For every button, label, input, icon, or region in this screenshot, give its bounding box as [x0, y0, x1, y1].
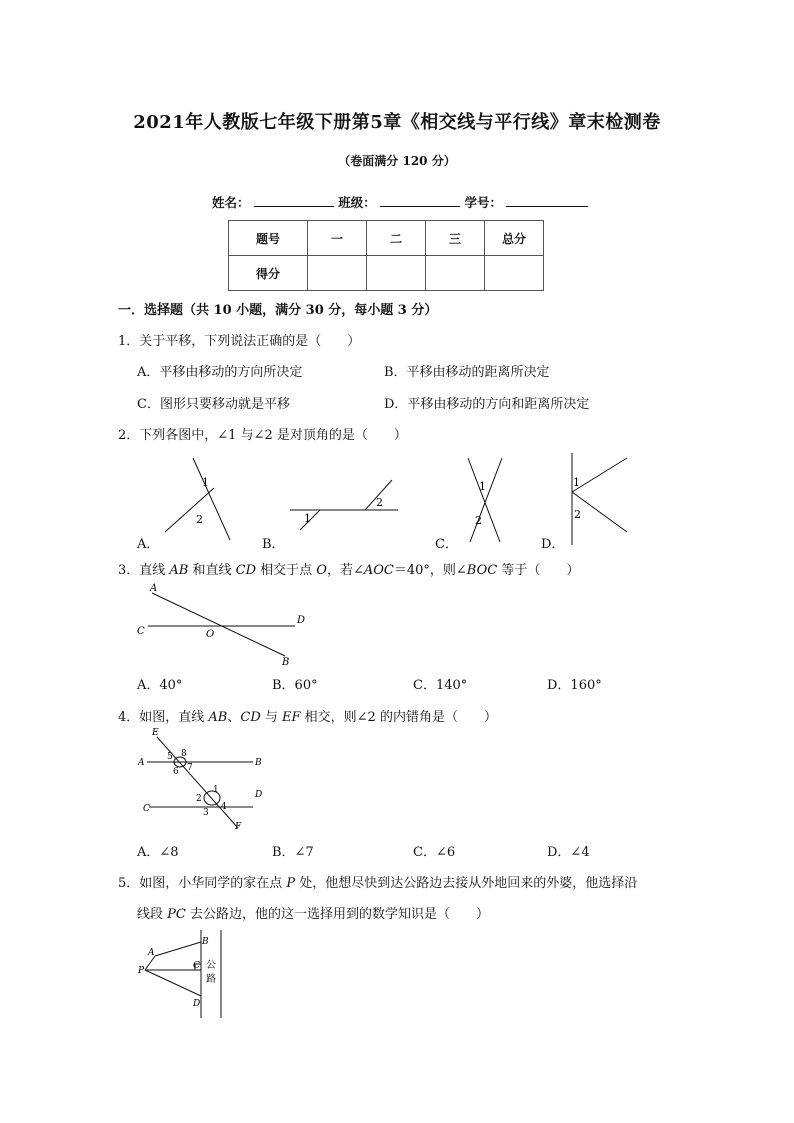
page-title: 2021年人教版七年级下册第5章《相交线与平行线》章末检测卷 [133, 112, 661, 133]
q3-figure [130, 580, 330, 670]
q1-option-a[interactable]: A．平移由移动的方向所决定 [137, 365, 303, 380]
point-a-label: A [138, 758, 145, 768]
table-cell: 三 [426, 221, 485, 256]
q3-option-c[interactable]: C．140° [413, 678, 468, 693]
question-5-line-2: 线段 PC 去公路边，他的这一选择用到的数学知识是（ ） [137, 907, 489, 922]
point-b-label: B [255, 758, 262, 768]
q4-option-d[interactable]: D．∠4 [547, 845, 590, 860]
name-blank[interactable] [254, 194, 334, 207]
question-4-stem: 4．如图，直线 AB、CD 与 EF 相交，则∠2 的内错角是（ ） [118, 710, 497, 725]
name-label: 姓名： [212, 195, 250, 210]
angle-6-label: 6 [173, 767, 179, 777]
score-table-header-row [229, 221, 544, 256]
angle-5-label: 5 [167, 752, 173, 762]
angle-8-label: 8 [181, 749, 187, 759]
q2-option-d[interactable]: D． [541, 537, 565, 552]
point-p-label: P [138, 966, 145, 976]
q1-option-b[interactable]: B．平移由移动的距离所决定 [384, 365, 550, 380]
score-cell[interactable] [426, 256, 485, 291]
point-d-label: D [255, 790, 263, 800]
page-subtitle: （卷面满分 120 分） [338, 154, 456, 168]
score-table [228, 220, 544, 291]
id-label: 学号： [464, 195, 502, 210]
road-label-2: 路 [206, 974, 216, 985]
q1-option-d[interactable]: D．平移由移动的方向和距离所决定 [384, 397, 590, 412]
table-cell: 总分 [485, 221, 544, 256]
id-blank[interactable] [506, 194, 588, 207]
point-a-label: A [148, 948, 155, 958]
angle-2-label: 2 [196, 513, 203, 526]
q2-option-c[interactable]: C． [435, 537, 458, 552]
table-cell: 得分 [229, 256, 308, 291]
q3-option-d[interactable]: D．160° [547, 678, 602, 693]
question-5-line-1: 5．如图，小华同学的家在点 P 处，他想尽快到达公路边去接从外地回来的外婆，他选择沿 [118, 876, 638, 891]
q4-option-c[interactable]: C．∠6 [413, 845, 456, 860]
angle-2-label: 2 [574, 508, 581, 521]
angle-1-label: 1 [573, 476, 580, 489]
angle-1-label: 1 [213, 785, 219, 795]
q5-figure [135, 928, 235, 1023]
angle-3-label: 3 [203, 808, 209, 818]
point-d-label: D [193, 999, 201, 1009]
section-title: 一．选择题（共 10 小题，满分 30 分，每小题 3 分） [118, 303, 438, 318]
class-label: 班级： [338, 195, 376, 210]
score-cell[interactable] [485, 256, 544, 291]
point-c-label: C [137, 626, 145, 637]
student-info-line [212, 193, 588, 211]
point-a-label: A [150, 583, 158, 594]
q1-option-c[interactable]: C．图形只要移动就是平移 [137, 397, 290, 412]
question-3-stem: 3．直线 AB 和直线 CD 相交于点 O，若∠AOC＝40°，则∠BOC 等于（ ） [118, 563, 580, 578]
point-c-label: C [143, 804, 150, 814]
q4-option-b[interactable]: B．∠7 [272, 845, 314, 860]
score-cell[interactable] [308, 256, 367, 291]
angle-7-label: 7 [187, 763, 193, 773]
q2-option-b[interactable]: B． [262, 537, 285, 552]
point-e-label: E [152, 728, 159, 738]
q2-option-a[interactable]: A． [137, 537, 160, 552]
angle-1-label: 1 [202, 476, 209, 489]
point-d-label: D [297, 615, 306, 626]
score-cell[interactable] [367, 256, 426, 291]
road-label-1: 公 [206, 960, 216, 971]
point-b-label: B [282, 657, 290, 668]
table-cell: 二 [367, 221, 426, 256]
angle-2-label: 2 [475, 514, 482, 527]
question-1-stem: 1．关于平移，下列说法正确的是（ ） [118, 334, 361, 349]
q3-option-a[interactable]: A．40° [137, 678, 183, 693]
point-o-label: O [206, 629, 215, 640]
point-f-label: F [235, 822, 242, 832]
angle-4-label: 4 [221, 802, 227, 812]
angle-2-label: 2 [376, 496, 383, 509]
point-c-label: C [193, 961, 200, 971]
q3-option-b[interactable]: B．60° [272, 678, 318, 693]
point-b-label: B [202, 937, 209, 947]
table-cell: 题号 [229, 221, 308, 256]
angle-1-label: 1 [479, 480, 486, 493]
angle-2-label: 2 [196, 794, 202, 804]
angle-1-label: 1 [304, 512, 311, 525]
q4-option-a[interactable]: A．∠8 [137, 845, 179, 860]
q2-figures [130, 450, 650, 555]
table-cell: 一 [308, 221, 367, 256]
score-table-score-row [229, 256, 544, 291]
question-2-stem: 2．下列各图中，∠1 与∠2 是对顶角的是（ ） [118, 428, 407, 443]
class-blank[interactable] [380, 194, 460, 207]
q4-figure [135, 725, 275, 835]
